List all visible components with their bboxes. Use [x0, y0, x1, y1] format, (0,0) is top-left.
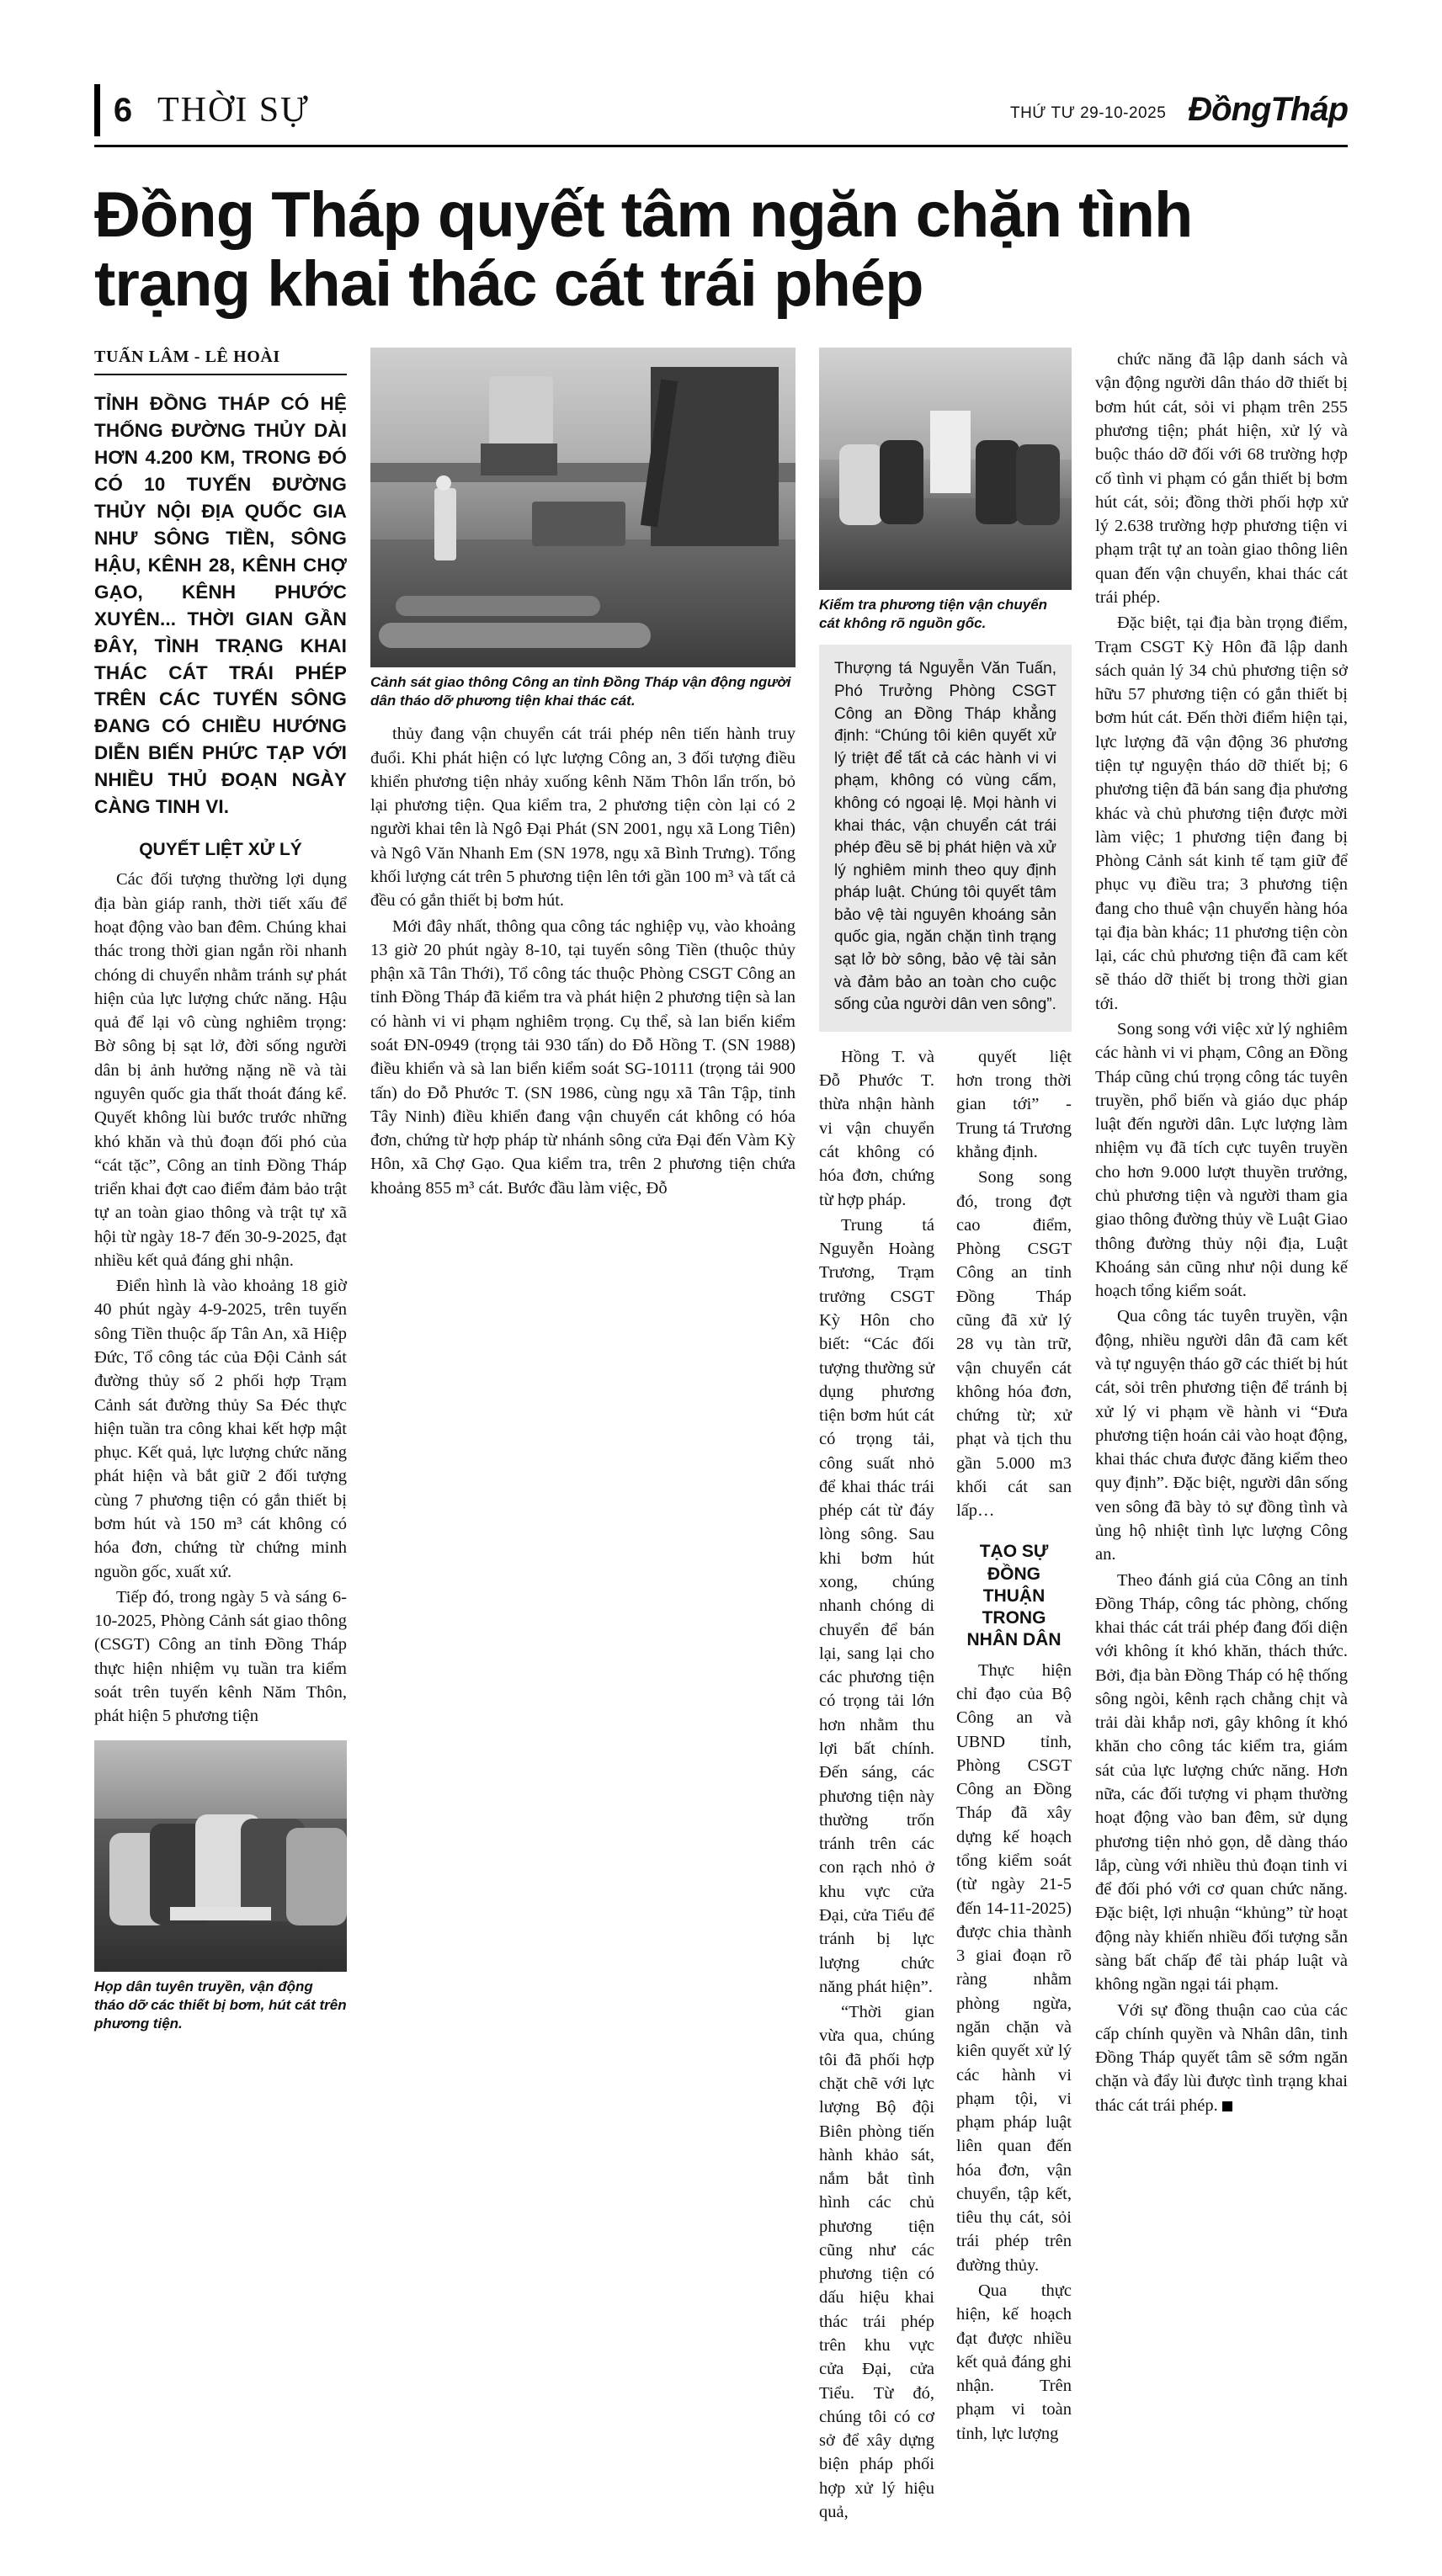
article-headline: Đồng Tháp quyết tâm ngăn chặn tình trạng khai thác cát trái phép — [94, 179, 1193, 321]
article-body-grid — [94, 348, 1348, 2526]
photo-caption-3: Họp dân tuyên truyền, vận động tháo dỡ các thiết bị bơm, hút cát trên phương tiện. — [94, 1978, 347, 2032]
paragraph: Điển hình là vào khoảng 18 giờ 40 phút ngày 4-9-2025, trên tuyến sông Tiền thuộc ấp Tân An, xã Hiệp Đức, Tổ công tác của Đội Cảnh sát đường thủy số 2 phối hợp Trạm Cảnh sát đường thủy Sa Đéc thực hiện tuần tra công khai kết hợp mật phục. Kết quả, lực lượng chức năng phát hiện và bắt giữ 2 đối tượng cùng 7 phương tiện có gắn thiết bị bơm hút và 150 m³ cát không có hóa đơn, chứng từ chứng minh nguồn gốc, xuất xứ. — [94, 1277, 347, 1581]
paragraph-last: Với sự đồng thuận cao của các cấp chính quyền và Nhân dân, tinh Đồng Tháp quyết tâm sẽ sớm ngăn chặn và đẩy lùi được tình trạng khai thác cát trái phép. — [1095, 2000, 1348, 2115]
pull-quote-box — [819, 645, 1072, 1032]
issue-date: THỨ TƯ 29-10-2025 — [1009, 104, 1167, 122]
column-3a — [819, 1045, 934, 2526]
photo-inspection-group — [819, 348, 1072, 590]
paragraph: Đặc biệt, tại địa bàn trọng điểm, Trạm CSGT Kỳ Hôn đã lập danh sách quản lý 34 chủ phương tiện sở hữu 57 phương tiện có gắn thiết bị bơm hút cát. Đến thời điểm hiện tại, lực lượng đã vận động 36 phương tiện tự nguyện tháo dỡ thiết bị; 6 phương tiện đã bán sang địa phương khác và chủ phương tiện được mời làm việc; 1 phương tiện đang bị Phòng Cảnh sát kinh tế tạm giữ để phục vụ điều tra; 3 phương tiện đang cho thuê vận chuyển hàng hóa tại địa bàn khác; 11 phương tiện còn lại, các chủ phương tiện đã cam kết sẽ tháo dỡ thiết bị trong thời gian tới. — [1095, 613, 1348, 1013]
photo-caption-1: Cảnh sát giao thông Công an tỉnh Đồng Tháp vận động người dân tháo dỡ phương tiện khai thác cát. — [370, 674, 791, 709]
paragraph: Song song đó, trong đợt cao điểm, Phòng CSGT Công an tỉnh Đồng Tháp cũng đã xử lý 28 vụ tàn trữ, vận chuyển cát không hóa đơn, chứng từ; xử phạt và tịch thu gần 5.000 m3 khối cát san lấp… — [956, 1168, 1072, 1521]
subhead-quyet-liet-xu-ly: QUYẾT LIỆT XỬ LÝ — [139, 840, 302, 860]
masthead-right — [1010, 93, 1348, 128]
masthead — [94, 84, 1348, 147]
paragraph: chức năng đã lập danh sách và vận động người dân tháo dỡ thiết bị bơm hút cát, sỏi vi phạm trên 255 phương tiện; phát hiện, xử lý và buộc tháo dỡ đối với 68 trường hợp cố tình vi phạm có gắn thiết bị bơm hút cát, sỏi; đồng thời phối hợp xử lý 2.638 trường hợp phương tiện vi phạm trật tự an toàn giao thông liên quan đến vận chuyển, khai thác cát trái phép. — [1095, 350, 1348, 607]
column-4 — [1095, 348, 1348, 2526]
end-mark — [1222, 2101, 1232, 2111]
lede-paragraph: TỈNH ĐỒNG THÁP CÓ HỆ THỐNG ĐƯỜNG THỦY DÀI HƠN 4.200 KM, TRONG ĐÓ CÓ 10 TUYẾN ĐƯỜNG THỦY NỘI ĐỊA QUỐC GIA NHƯ SÔNG TIỀN, SÔNG HẬU, KÊNH 28, KÊNH CHỢ GẠO, KÊNH PHƯỚC XUYÊN... THỜI GIAN GẦN ĐÂY, TÌNH TRẠNG KHAI THÁC CÁT TRÁI PHÉP TRÊN CÁC TUYẾN SÔNG ĐANG CÓ CHIỀU HƯỚNG DIỄN BIẾN PHỨC TẠP VỚI NHIỀU THỦ ĐOẠN NGÀY CÀNG TINH VI. — [94, 393, 347, 818]
column-3b — [956, 1045, 1072, 2526]
paragraph: Hồng T. và Đỗ Phước T. thừa nhận hành vi vận chuyển cát không có hóa đơn, chứng từ hợp pháp. — [819, 1047, 934, 1209]
byline: TUẤN LÂM - LÊ HOÀI — [94, 348, 347, 375]
column-2 — [370, 348, 795, 2526]
column-1 — [94, 348, 347, 2526]
page-number: 6 — [94, 84, 146, 136]
paragraph: “Thời gian vừa qua, chúng tôi đã phối hợp chặt chẽ với lực lượng Bộ đội Biên phòng tiến hành khảo sát, nắm bắt tình hình các chủ phương tiện cũng như các phương tiện có dấu hiệu khai thác trái phép trên khu vực cửa Đại, cửa Tiểu. Từ đó, chúng tôi có cơ sở để xây dựng biện pháp phối hợp xử lý hiệu quả, — [819, 2003, 934, 2521]
pull-quote-text: Thượng tá Nguyễn Văn Tuấn, Phó Trưởng Phòng CSGT Công an Đồng Tháp khẳng định: “Chúng tôi kiên quyết xử lý triệt để tất cả các hành vi vi phạm, không có vùng cấm, không có ngoại lệ. Mọi hành vi khai thác, vận chuyển cát trái phép đều sẽ bị phát hiện và xử lý nghiêm minh theo quy định pháp luật. Chúng tôi quyết tâm bảo vệ tài nguyên khoáng sản quốc gia, ngăn chặn tình trạng sạt lở bờ sông, bảo vệ tài sản và đảm bảo an toàn cho cuộc sống của người dân ven sông”. — [834, 660, 1056, 1014]
paragraph: thủy đang vận chuyển cát trái phép nên tiến hành truy đuổi. Khi phát hiện có lực lượng Công an, 3 đối tượng điều khiển phương tiện nhảy xuống kênh Năm Thôn lẩn trốn, bỏ lại phương tiện. Qua kiểm tra, 2 phương tiện còn lại có 2 người khai tên là Ngô Đại Phát (SN 2001, ngụ xã Long Tiên) và Ngô Văn Nhanh Em (SN 1978, ngụ xã Bình Trưng). Tổng khối lượng cát trên 5 phương tiện lên tới gần 100 m³ và tất cả đều có gắn thiết bị bơm hút. — [370, 725, 795, 911]
section-title: THỜI SỰ — [157, 91, 310, 130]
paragraph: Các đối tượng thường lợi dụng địa bàn giáp ranh, thời tiết xấu để hoạt động vào ban đêm. Chúng khai thác trong thời gian ngắn rồi nhanh chóng di chuyển nhằm tránh sự phát hiện của lực lượng chức năng. Hậu quả để lại vô cùng nghiêm trọng: Bờ sông bị sạt lở, đời sống người dân bị ảnh hưởng nặng nề và tài nguyên quốc gia thất thoát đáng kể. Quyết không lùi bước trước những khó khăn và thủ đoạn đối phó của “cát tặc”, Công an tỉnh Đồng Tháp triển khai đợt cao điểm đảm bảo trật tự an toàn giao thông và trật tự xã hội từ ngày 18-7 đến 30-9-2025, đạt nhiều kết quả đáng ghi nhận. — [94, 870, 347, 1270]
photo-meeting — [94, 1740, 347, 1972]
publication-logo: ĐồngTháp — [1188, 91, 1348, 128]
paragraph: Qua thực hiện, kế hoạch đạt được nhiều kết quả đáng ghi nhận. Trên phạm vi toàn tỉnh, lực lượng — [956, 2281, 1072, 2443]
paragraph: Theo đánh giá của Công an tỉnh Đồng Tháp, công tác phòng, chống khai thác cát trái phép đang đối diện với không ít khó khăn, thách thức. Bởi, địa bàn Đồng Tháp có hệ thống sông ngòi, kênh rạch chằng chịt và trải dài khắp nơi, gây không ít khó khăn cho công tác kiểm tra, giám sát của lực lượng chức năng. Hơn nữa, các đối tượng vi phạm thường hoạt động vào ban đêm, sử dụng phương tiện nhỏ gọn, dễ dàng tháo lắp, cùng với nhiều thủ đoạn tinh vi để đối phó với cơ quan chức năng. Đặc biệt, lợi nhuận “khủng” từ hoạt động này khiến nhiều đối tượng sẵn sàng bất chấp để tài pháp luật và không ngần ngại tái phạm. — [1095, 1570, 1348, 1994]
paragraph: quyết liệt hơn trong thời gian tới” - Trung tá Trương khẳng định. — [956, 1047, 1072, 1161]
column-3-split — [819, 1045, 1072, 2526]
paragraph: Song song với việc xử lý nghiêm các hành vi vi phạm, Công an Đồng Tháp cũng chú trọng công tác tuyên truyền, phổ biến và giáo dục pháp luật đến người dân. Lực lượng làm nhiệm vụ đã tích cực tuyên truyền cho hơn 9.000 lượt thuyền trưởng, chủ phương tiện và người tham gia giao thông đường thủy về Luật Giao thông đường thủy nội địa, Luật Khoáng sản cũng như nội dung kế hoạch tổng kiểm soát. — [1095, 1020, 1348, 1301]
paragraph: Thực hiện chỉ đạo của Bộ Công an và UBND tỉnh, Phòng CSGT Công an Đồng Tháp đã xây dựng kế hoạch tổng kiểm soát (từ ngày 21-5 đến 14-11-2025) được chia thành 3 giai đoạn rõ ràng nhằm phòng ngừa, ngăn chặn và kiên quyết xử lý các hành vi phạm tội, vi phạm pháp luật liên quan đến hóa đơn, vận chuyển, tập kết, tiêu thụ cát, sỏi trái phép trên đường thủy. — [956, 1660, 1072, 2275]
photo-caption-2: Kiểm tra phương tiện vận chuyển cát không rõ nguồn gốc. — [819, 597, 1048, 632]
subhead-tao-su-dong-thuan: TẠO SỰ ĐỒNG THUẬN TRONG NHÂN DÂN — [966, 1542, 1062, 1650]
photo-sand-dredging — [370, 348, 795, 667]
paragraph: Tiếp đó, trong ngày 5 và sáng 6-10-2025, Phòng Cảnh sát giao thông (CSGT) Công an tỉnh Đồng Tháp thực hiện nhiệm vụ tuần tra kiểm soát trên tuyến kênh Năm Thôn, phát hiện 5 phương tiện — [94, 1587, 347, 1726]
paragraph: Trung tá Nguyễn Hoàng Trương, Trạm trưởng CSGT Kỳ Hôn cho biết: “Các đối tượng thường sử dụng phương tiện bơm hút cát có trọng tải, công suất nhỏ để khai thác trái phép cát từ đáy lòng sông. Sau khi bơm hút xong, chúng nhanh chóng di chuyển để bán lại, sang lại cho các phương tiện có trọng tải lớn hơn nhằm thu lợi bất chính. Đến sáng, các phương tiện này thường trốn tránh trên các con rạch nhỏ ở khu vực cửa Đại, cửa Tiểu để tránh bị lực lượng chức năng phát hiện”. — [819, 1215, 934, 1996]
paragraph: Mới đây nhất, thông qua công tác nghiệp vụ, vào khoảng 13 giờ 20 phút ngày 8-10, tại tuyến sông Tiền (thuộc thủy phận xã Tân Thới), Tổ công tác thuộc Phòng CSGT Công an tỉnh Đồng Tháp đã kiểm tra và phát hiện 2 phương tiện sà lan có hành vi vi phạm nghiêm trọng. Cụ thể, sà lan biển kiểm soát ĐN-0949 (trọng tải 930 tấn) do Đỗ Hồng T. (SN 1988) điều khiển và sà lan biển kiểm soát SG-10111 (trọng tải 900 tấn) do Đỗ Phước T. (SN 1986, cùng ngụ xã Tân Tập, tỉnh Tây Ninh) điều khiển đang vận chuyển cát không có hóa đơn, chứng từ hợp pháp từ nhánh sông cửa Đại đến Vàm Kỳ Hôn, xã Chợ Gạo. Qua kiểm tra, trên 2 phương tiện chứa khoảng 855 m³ cát. Bước đầu làm việc, Đỗ — [370, 916, 795, 1198]
paragraph: Qua công tác tuyên truyền, vận động, nhiều người dân đã cam kết và tự nguyện tháo gỡ các thiết bị hút cát, sỏi trên phương tiện để tránh bị xử lý vi phạm về hành vi “Đưa phương tiện hoán cải vào hoạt động, khai thác chưa được đăng kiểm theo quy định”. Đặc biệt, người dân sống ven sông đã bày tỏ sự đồng tình và ủng hộ nhiệt tình lực lượng Công an. — [1095, 1307, 1348, 1564]
column-3 — [819, 348, 1072, 2526]
